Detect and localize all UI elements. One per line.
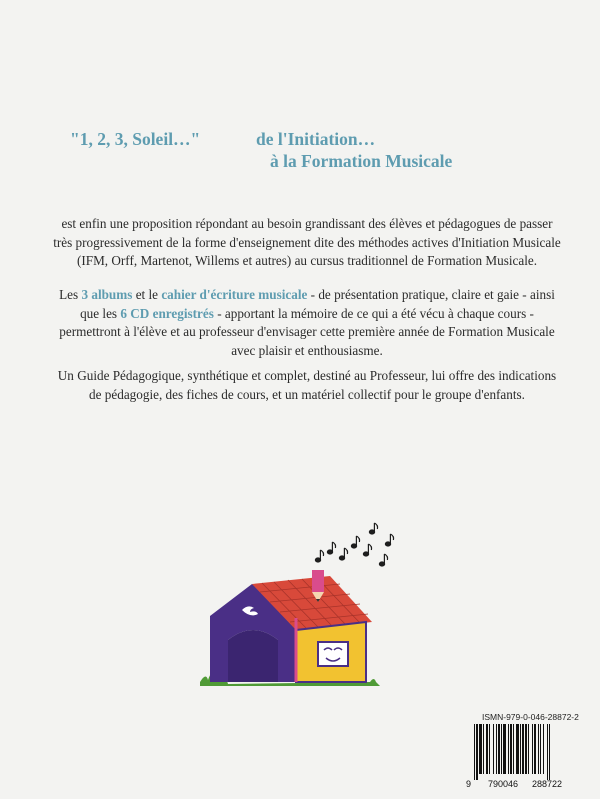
barcode-bar: [513, 724, 514, 774]
p2-lead: Les: [59, 287, 82, 302]
barcode-digits-left: 790046: [488, 779, 519, 789]
barcode-bar: [479, 724, 482, 774]
barcode-bar: [501, 724, 502, 774]
barcode-bar: [489, 724, 490, 774]
pencil-chimney: [312, 570, 324, 592]
music-note-icon: [327, 542, 335, 554]
title-from-initiation: de l'Initiation…: [256, 129, 376, 149]
highlight-cd: 6 CD enregistrés: [120, 305, 214, 321]
barcode-digits-right: 288722: [532, 779, 563, 789]
barcode: [472, 724, 584, 780]
barcode-bar: [543, 724, 544, 774]
paragraph-intro: est enfin une proposition répondant au besoin grandissant des élèves et pédagogues de passer très progressivement de la forme d'enseignement dite des méthodes actives d'Initiation Musicale (IFM, Orff, Martenot, Willems et autres) au cursus traditionnel de Formation Musicale.: [53, 216, 561, 269]
barcode-bar: [486, 724, 488, 774]
barcode-bar: [516, 724, 519, 774]
barcode-bar: [522, 724, 524, 774]
barcode-digit-first: 9: [466, 779, 472, 789]
barcode-bar: [547, 724, 548, 780]
barcode-bar: [549, 724, 550, 780]
highlight-cahier: cahier d'écriture musicale: [161, 287, 308, 302]
barcode-bar: [510, 724, 512, 774]
p2-mid2: - de présentation pratique, claire et gaie - ainsi que les: [80, 287, 555, 321]
barcode-bar: [483, 724, 484, 774]
music-note-icon: [351, 536, 359, 548]
barcode-bar: [520, 724, 521, 774]
barcode-bar: [532, 724, 533, 774]
barcode-bar: [528, 724, 529, 774]
barcode-bar: [476, 724, 478, 780]
barcode-bar: [496, 724, 497, 774]
music-note-icon: [385, 534, 393, 546]
barcode-bar: [503, 724, 506, 774]
music-note-icon: [339, 548, 347, 560]
music-note-icon: [379, 554, 387, 566]
house-illustration: [200, 570, 390, 690]
p2-tail: - apportant la mémoire de ce qui a été vécu à chaque cours - permettront à l'élève et au professeur d'envisager cette première année de Formation Musicale avec plaisir et enthousiasme.: [59, 305, 555, 358]
paragraph-materials: [52, 286, 562, 360]
window-icon: [318, 642, 348, 666]
barcode-bar: [474, 724, 475, 780]
music-note-icon: [315, 550, 323, 562]
music-note-icon: [369, 523, 377, 534]
barcode-bar: [525, 724, 527, 774]
barcode-bar: [534, 724, 536, 774]
music-note-icon: [363, 544, 371, 556]
barcode-bar: [540, 724, 541, 774]
barcode-bar: [498, 724, 500, 774]
p2-mid1: et le: [132, 287, 162, 302]
title-series-name: "1, 2, 3, Soleil…": [70, 129, 201, 149]
barcode-bar: [493, 724, 494, 774]
title-to-formation: à la Formation Musicale: [270, 151, 453, 171]
ismn-label: ISMN-979-0-046-28872-2: [482, 712, 579, 722]
barcode-bar: [538, 724, 539, 774]
highlight-albums: 3 albums: [81, 287, 133, 302]
paragraph-guide: Un Guide Pédagogique, synthétique et complet, destiné au Professeur, lui offre des indications de pédagogie, des fiches de cours, et un matériel collectif pour le groupe d'enfants.: [57, 368, 557, 402]
barcode-bar: [508, 724, 509, 774]
